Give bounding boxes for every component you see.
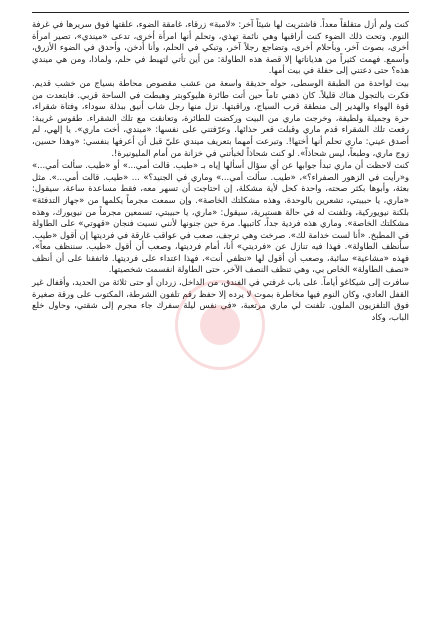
- paragraph: سافرت إلى شيكاغو أياماً. على باب غرفتي في الفندق، من الداخل، زردان أو حتى ثلاثة من الحديد، وأقفال غير القفل العادي، وكان النوم فيها مخاطرة بموت لا يرده إلا حفظ رقم تلفون الشرطة، المكتوب على ورقة صغيرة فوق التلفزيون الملون. تلفنت لي ماري مرتعبة، «في نفس ليلة سفرك جاء مجرم إلى شقتي، وحاول خلع الباب، وكاد: [32, 277, 409, 322]
- top-rule: [32, 12, 409, 13]
- paragraph: كنت ولم أزل متقلقاً معداً. فاشتريت لها شيئاً آخر: «لامبة» زرقاء، غامقة الضوء، علقتها فوق سريرها في غرفة النوم. وتحت ذلك الضوء كنت أراقبها وهي نائمة تهذي، وتحلم أنها امرأة أخرى، تدعى «ميندي»، تصير امرأة أخرى، بصوت آخر، وبأحلام أخرى، وتضاجع رجلاً آخر، وتبكي في الحلم، وأنا أدخن، وأحدق في الضوء الأزرق، وأسمع. فهمت كثيراً من هذياناتها إلا قصة هذه الطاولة: من أين تأتي لتهبط في حلم، ولماذا، ومن هي ميندي هذه؟ حتى دعتني إلى حفلة في بيت أمها.: [32, 19, 409, 76]
- paragraph: كنت لاحظت أن ماري تبدأ جوابها عن أي سؤال أسألها إياه بـ «طيب. قالت أمي...» أو «طيب. سألت أمي...» و«رأيت في الزهور الصفراء؟»، «طيب. سألت أمي...» وماري في الجنيد؟» ... «طيب. قالت أمي...». مثل بعثة، وأبوها بكثر صحته، واحدة كحل لأية مشكلة، إن احتاجت أن تسهر معه، فقط مساعدة ساعة، سيقول: «ماري، يا حبيبتي، تشعرين بالوحدة، وهذه مشكلتك الخاصة». وإن سمعت مجرماً يكلمها من «جهاز التدفئة» بلكنة نيويوركية، وتلفنت له في حالة هستيرية، سيقول: «ماري، يا حبيبتي، تسمعين مجرماً من نيويورك، وهذه مشكلتك الخاصة». وماري هذه فردية جداً، كاتبيها. مرة حين جنونها لأنني نسيت فنجان «قهوتي» على الطاولة في المطبخ. «أنا لست خدامة لك». صرخت وهي ترجف، صعب في عواقب غارقة في فرديتها إن أقول «طيب. سأنظف الطاولة». فهذا فيه تنازل عن «فرديتي» أنا، أمام فرديتها، وصعب أن أقول «طيب. سننظف معاً»، فهذه «مشاعية» سائبة، وصعب أن أقول لها «نظفي أنت»، فهذا اعتداء على فرديتها. فاتفقنا على أن أنظف «نصف الطاولة» الخاص بي، وهي تنظف النصف الآخر، حتى الطاولة انقسمت شخصيتها.: [32, 160, 409, 275]
- body-text: [32, 19, 409, 323]
- paragraph: بيت لواحدة من الطبقة الوسطى، حوله حديقة واسعة من عشب مقصوص محاطة بسياج من خشب قديم. فكرت بالتجول هناك قليلاً. كان ذهني تاماً حين أتت طائرة هليوكوبتر وهبطت في الساحة قربي. فابتعدت من قوة الهواء والهدير إلى منطقة قرب السياج، وراقبتها. نزل منها رجل شاب أنيق ببذلة سوداء، وفتاة شقراء، حرة وجميلة ولطيفة، وخرجت ماري من البيت وركضت للطائرة، وتعانقت مع تلك الشقراء. طقوس غريبة: رفعت تلك الشقراء قدم ماري وقبلت قعر حذائها. وعرّفتني على نفسها: «ميندي، أخت ماري». يا إلهي، لم أصدق عيني: ماري تحلم أنها أختها!. وتبرعت أمهما بتعريف ميندي عليّ قبل أن أعرفها بنفسي: «وهذا حسين، زوج ماري، وطبعاً، ليس شحاذاً». لو كنت شحاذاً لخبأتني في خزانة من أمام المليونيرة!.: [32, 77, 409, 158]
